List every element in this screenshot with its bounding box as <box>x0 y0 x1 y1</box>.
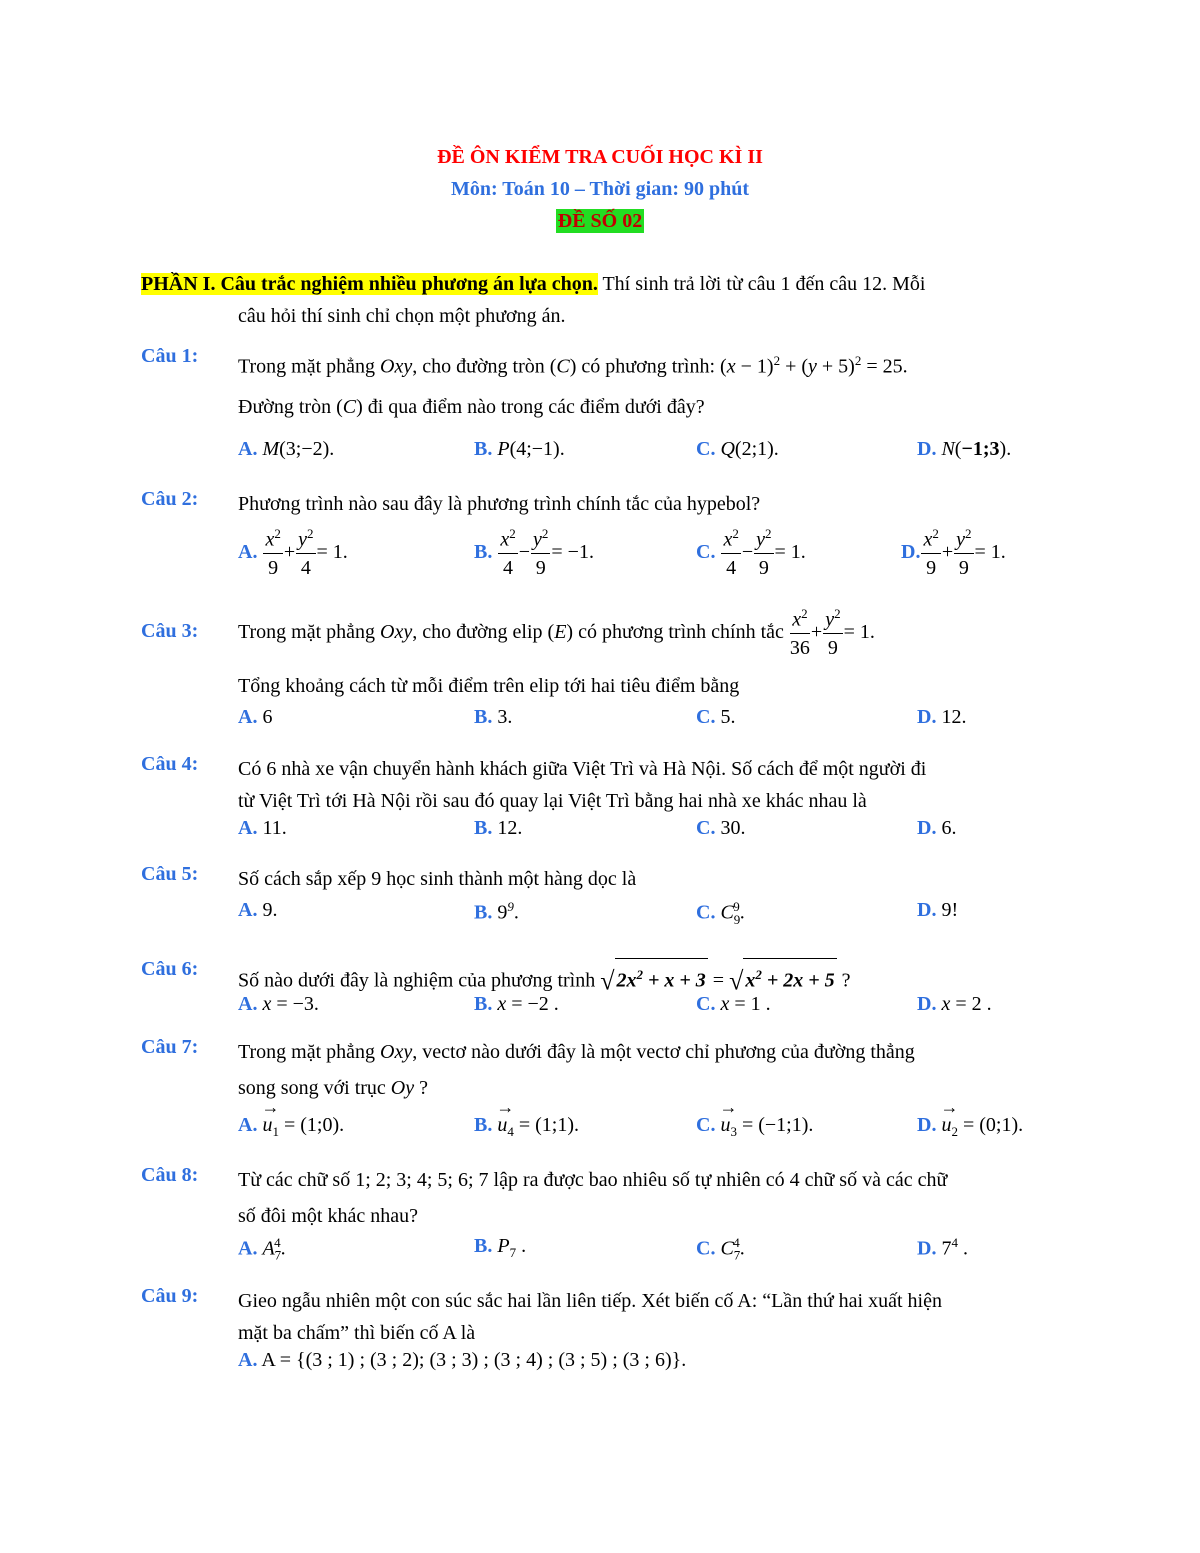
option-a[interactable]: A. x = −3. <box>238 993 319 1015</box>
option-text: 12. <box>497 817 523 839</box>
question-label: Câu 5: <box>141 863 199 885</box>
question-label: Câu 2: <box>141 488 199 510</box>
option-letter: A. <box>238 817 258 839</box>
option-letter: C. <box>696 540 716 563</box>
question-text: Trong mặt phẳng Oxy, vectơ nào dưới đây là một vectơ chỉ phương của đường thẳng song song với trục Oy ? <box>238 1041 915 1099</box>
question-text-line-1: Từ các chữ số 1; 2; 3; 4; 5; 6; 7 lập ra được bao nhiêu số tự nhiên có 4 chữ số và các chữ <box>238 1169 948 1191</box>
question-label: Câu 6: <box>141 958 199 980</box>
question-text <box>238 1164 1063 1232</box>
option-letter: D. <box>917 993 937 1015</box>
option-letter: A. <box>238 993 258 1015</box>
option-letter: D. <box>901 540 921 563</box>
option-c[interactable] <box>696 706 735 729</box>
option-text: 6 <box>262 706 273 728</box>
question-text-line-1: Có 6 nhà xe vận chuyển hành khách giữa Việt Trì và Hà Nội. Số cách để một người đi <box>238 758 927 780</box>
question-text: Phương trình nào sau đây là phương trình chính tắc của hypebol? <box>238 493 761 515</box>
option-text: A = {(3 ; 1) ; (3 ; 2); (3 ; 3) ; (3 ; 4) ; (3 ; 5) ; (3 ; 6)}. <box>261 1349 687 1371</box>
option-b[interactable]: B. P(4;−1). <box>474 438 565 460</box>
option-letter: B. <box>474 706 493 728</box>
option-letter: C. <box>696 1114 716 1136</box>
option-letter: C. <box>696 993 716 1015</box>
option-d[interactable] <box>917 899 958 922</box>
question-text-line-2: số đôi một khác nhau? <box>238 1205 418 1227</box>
document-subtitle: Môn: Toán 10 – Thời gian: 90 phút <box>450 178 750 200</box>
option-c[interactable]: C. → $u_3$ = (−1;1). <box>696 1114 813 1140</box>
option-letter: D. <box>917 438 937 460</box>
option-letter: D. <box>917 1114 937 1136</box>
option-letter: C. <box>696 706 716 728</box>
exam-number <box>0 210 1200 233</box>
option-b[interactable] <box>474 706 512 729</box>
option-letter: B. <box>474 817 493 839</box>
option-letter: C. <box>696 817 716 839</box>
option-letter: A. <box>238 1349 258 1371</box>
document-page: ĐỀ ÔN KIỂM TRA CUỐI HỌC KÌ II Môn: Toán 10 – Thời gian: 90 phút ĐỀ SỐ 02 PHẦN I. Câu trắc nghiệm nhiều phương án lựa chọn. Thí sinh trả lời từ câu 1 đến câu 12. Mỗi câu hỏi thí sinh chỉ chọn một phương án. Câu 1: Trong mặt phẳng Oxy, cho đường tròn (C) có phương trình: $(x - 1)^2 + (y + 5)^2 = 25$. Đường tròn (C) đi qua điểm nào trong các điểm dưới đây? A. M(3;−2). B. P(4;−1). C. Q(2;1). D. N(−1;3). Câu 2: Phương trình nào sau đây là phương trình chính tắc của hypebol? A. $\frac{x^2}{9}$ + $\frac{y^2}{4}$ = 1. B. $\frac{x^2}{4}$ − $\frac{y^2}{9}$ = −1. C. $\frac{x^2}{4}$ − $\frac{y^2}{9}$ = 1. D. $\frac{x^2}{9}$ + $\frac{y^2}{9}$ = 1. Câu 3: Trong mặt phẳng Oxy, cho đường elip (E) có phương trình chính tắc $\frac{x^2}{36}$ + $\frac{y^2}{9}$ = 1. Tổng khoảng cách từ mỗi điểm trên elip tới hai tiêu điểm bằng A. 6 B. 3. C. 5. D. 12. Câu 4: Có 6 nhà xe vận chuyển hành khách giữa Việt Trì và Hà Nội. Số cách để một người đi từ Việt Trì tới Hà Nội rồi sau đó quay lại Việt Trì bằng hai nhà xe khác nhau là A. 11. B. 12. C. 30. D. 6. Câu 5: Số cách sắp xếp 9 học sinh thành một hàng dọc là A. 9. B. $9^9$. C. $C_9^9$. D. 9! Câu 6: Số nào dưới đây là nghiệm của phương trình √ $2x^2 + x + 3$ = √ $x^2 + 2x + 5$ ? A. x = −3. B. x = −2 . C. x = 1 . D. x = 2 . Câu 7: Trong mặt phẳng Oxy, vectơ nào dưới đây là một vectơ chỉ phương của đường thẳng song song với trục Oy ? A. → $u_1$ = (1;0). B. → $u_4$ = (1;1). C. → $u_3$ = (−1;1). D. → $u_2$ = (0;1). Câu 8: Từ các chữ số 1; 2; 3; 4; 5; 6; 7 lập ra được bao nhiêu số tự nhiên có 4 chữ số và các chữ số đôi một khác nhau? A. $A_7^4$. B. $P_7$ . C. $C_7^4$. D. $7^4$ . Câu 9: Gieo ngẫu nhiên một con súc sắc hai lần liên tiếp. Xét biến cố A: “Lần thứ hai xuất hiện mặt ba chấm” thì biến cố A là A. A = {(3 ; 1) ; (3 ; 2); (3 ; 3) ; (3 ; 4) ; (3 ; 5) ; (3 ; 6)}. <box>0 0 1200 1553</box>
question-label: Câu 1: <box>141 345 199 367</box>
exam-number-label: ĐỀ SỐ 02 <box>557 210 643 232</box>
option-d[interactable]: D. $7^4$ . <box>917 1235 968 1260</box>
question-text-line-2: Tổng khoảng cách từ mỗi điểm trên elip tới hai tiêu điểm bằng <box>238 675 740 697</box>
option-text: 9! <box>941 899 959 921</box>
option-letter: B. <box>474 1235 493 1257</box>
option-a[interactable] <box>238 899 277 922</box>
question-text: Số cách sắp xếp 9 học sinh thành một hàng dọc là <box>238 868 637 890</box>
option-a[interactable] <box>238 817 287 840</box>
question-label: Câu 9: <box>141 1285 199 1307</box>
option-d[interactable]: D. → $u_2$ = (0;1). <box>917 1114 1023 1140</box>
option-letter: D. <box>917 817 937 839</box>
question-text-line-1: Gieo ngẫu nhiên một con súc sắc hai lần liên tiếp. Xét biến cố A: “Lần thứ hai xuất hiện <box>238 1290 942 1312</box>
question-label: Câu 4: <box>141 753 199 775</box>
option-c[interactable]: C. x = 1 . <box>696 993 771 1015</box>
option-letter: D. <box>917 899 937 921</box>
question-label: Câu 7: <box>141 1036 199 1058</box>
option-text: 9. <box>262 899 278 921</box>
option-b[interactable]: B. x = −2 . <box>474 993 559 1015</box>
question-label: Câu 8: <box>141 1164 199 1186</box>
option-letter: C. <box>696 901 716 924</box>
question-text: Số nào dưới đây là nghiệm của phương trình √ $2x^2 + x + 3$ = √ $x^2 + 2x + 5$ ? <box>238 958 1063 998</box>
option-a[interactable] <box>238 1349 686 1372</box>
option-d[interactable] <box>917 817 956 840</box>
option-c[interactable]: C. Q(2;1). <box>696 438 779 460</box>
option-d[interactable]: D. $\frac{x^2}{9}$ + $\frac{y^2}{9}$ = 1. <box>901 526 1006 579</box>
option-letter: B. <box>474 540 493 563</box>
option-text: 6. <box>941 817 957 839</box>
part-instruction-1: Thí sinh trả lời từ câu 1 đến câu 12. Mỗi <box>597 273 926 295</box>
option-letter: C. <box>696 1237 716 1260</box>
part-heading <box>141 268 1061 332</box>
option-a[interactable]: A. $\frac{x^2}{9}$ + $\frac{y^2}{4}$ = 1. <box>238 526 348 579</box>
option-b[interactable] <box>474 817 522 840</box>
option-c[interactable]: C. $C_7^4$. <box>696 1235 745 1263</box>
option-d[interactable]: D. x = 2 . <box>917 993 992 1015</box>
option-letter: A. <box>238 1114 258 1136</box>
question-label: Câu 3: <box>141 620 199 642</box>
option-text: 11. <box>262 817 287 839</box>
option-text: 5. <box>720 706 736 728</box>
option-letter: A. <box>238 438 258 460</box>
option-a[interactable]: A. → $u_1$ = (1;0). <box>238 1114 344 1140</box>
option-b[interactable]: B. $9^9$. <box>474 899 519 924</box>
option-b[interactable]: B. → $u_4$ = (1;1). <box>474 1114 579 1140</box>
option-letter: A. <box>238 706 258 728</box>
option-letter: D. <box>917 706 937 728</box>
option-letter: B. <box>474 1114 493 1136</box>
question-text-line-2: mặt ba chấm” thì biến cố A là <box>238 1322 476 1344</box>
option-letter: B. <box>474 438 493 460</box>
option-letter: A. <box>238 540 258 563</box>
option-b[interactable]: B. $\frac{x^2}{4}$ − $\frac{y^2}{9}$ = −1. <box>474 526 594 579</box>
part-instruction-2: câu hỏi thí sinh chỉ chọn một phương án. <box>238 305 566 327</box>
option-d[interactable]: D. N(−1;3). <box>917 438 1012 460</box>
option-c[interactable]: C. $C_9^9$. <box>696 899 745 927</box>
option-letter: A. <box>238 1237 258 1260</box>
option-b[interactable]: B. $P_7$ . <box>474 1235 527 1260</box>
option-c[interactable] <box>696 817 745 840</box>
question-text <box>238 1285 1063 1349</box>
option-letter: A. <box>238 899 258 921</box>
question-text-line-2: từ Việt Trì tới Hà Nội rồi sau đó quay lại Việt Trì bằng hai nhà xe khác nhau là <box>238 790 867 812</box>
part-title: PHẦN I. Câu trắc nghiệm nhiều phương án lựa chọn. <box>141 273 598 295</box>
option-d[interactable] <box>917 706 966 729</box>
option-a[interactable]: A. $A_7^4$. <box>238 1235 286 1263</box>
option-text: 3. <box>497 706 513 728</box>
option-letter: C. <box>696 438 716 460</box>
option-c[interactable]: C. $\frac{x^2}{4}$ − $\frac{y^2}{9}$ = 1. <box>696 526 806 579</box>
option-letter: B. <box>474 993 493 1015</box>
option-letter: D. <box>917 1237 937 1260</box>
option-text: 30. <box>720 817 746 839</box>
question-text <box>238 753 1063 817</box>
document-title: ĐỀ ÔN KIỂM TRA CUỐI HỌC KÌ II <box>437 146 763 168</box>
option-a[interactable]: A. M(3;−2). <box>238 438 335 460</box>
option-a[interactable] <box>238 706 272 729</box>
option-letter: B. <box>474 901 493 924</box>
option-text: 12. <box>941 706 967 728</box>
